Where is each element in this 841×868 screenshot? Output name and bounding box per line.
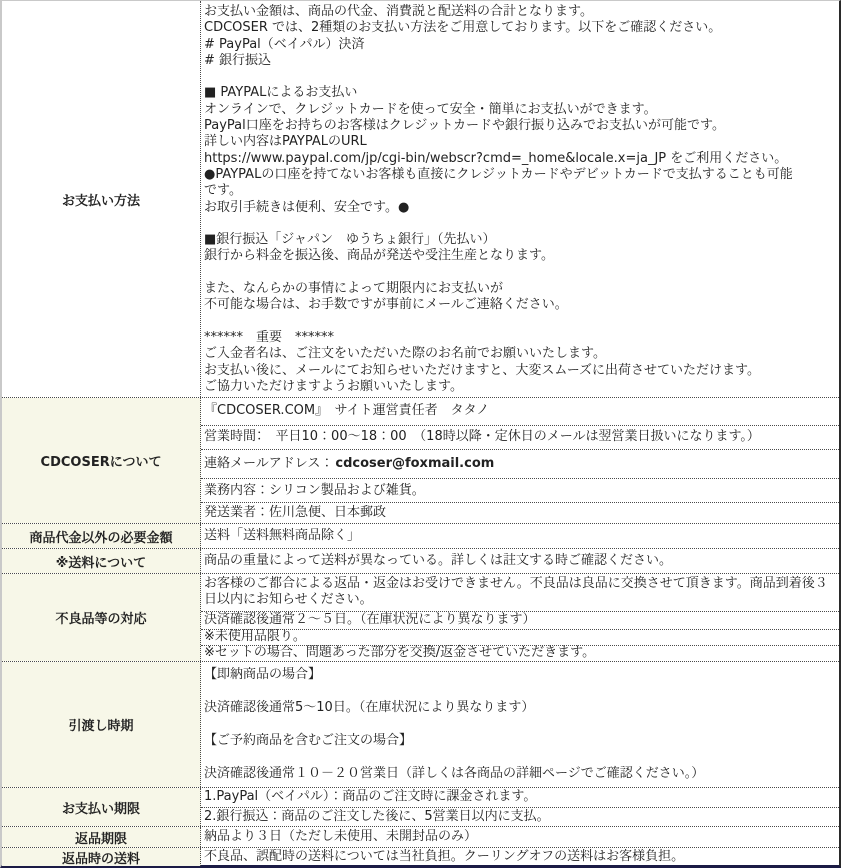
deadline-paypal: 1.PayPal（ベイパル）：商品のご注文時に課金されます。 (204, 789, 537, 805)
text-line: ご入金者名は、ご注文をいただいた際のお名前でお願いいたします。 (204, 346, 606, 362)
row-label-payment-method (2, 1, 201, 397)
row-content-extra-fees (201, 524, 839, 548)
policy-row-about (2, 398, 839, 524)
text-line (204, 750, 835, 767)
row-label-shipping-note (2, 549, 201, 573)
row-label-text: 返品期限 (74, 831, 127, 847)
text-line (204, 684, 835, 701)
contact-email-label: 連絡メールアドレス： (204, 455, 334, 471)
policy-row-extra-fees (2, 524, 839, 549)
text-line (204, 69, 835, 85)
row-label-text: CDCOSERについて (40, 455, 162, 470)
about-shipping-carriers: 発送業者：佐川急便、日本郵政 (201, 502, 839, 523)
text-line (204, 314, 835, 330)
text-line: ****** 重要 ****** (204, 329, 335, 345)
text-line: ●PAYPALの口座を持てないお客様も直接にクレジットカードやデビットカードで支払することも可能 (204, 166, 793, 182)
text-line: です。 (204, 183, 242, 199)
text-line (204, 717, 835, 734)
text-line: ■銀行振込「ジャパン ゆうちょ銀行」（先払い） (204, 232, 496, 248)
row-label-text: 不良品等の対応 (55, 612, 147, 627)
text-line (204, 216, 835, 232)
text-line: お取引手続きは便利、安全です。● (204, 199, 410, 215)
shipping-note-text: 商品の重量によって送料が異なっている。詳しくは註文する時ご確認ください。 (204, 552, 673, 568)
row-content-shipping-note (201, 549, 839, 573)
contact-email-address: cdcoser@foxmail.com (335, 455, 495, 471)
policy-row-shipping-note (2, 549, 839, 574)
row-label-extra-fees (2, 524, 201, 548)
policy-row-defective-items (2, 574, 839, 662)
text-line: ■ PAYPALによるお支払い (204, 85, 358, 101)
text-line: # PayPal（ベイパル）決済 (204, 36, 365, 52)
text-line: 詳しい内容はPAYPALのURL (204, 134, 367, 150)
about-business-description: 業務内容：シリコン製品および雑貨。 (201, 478, 839, 502)
return-deadline-text: 納品より３日（ただし未使用、未開封品のみ） (204, 828, 478, 844)
row-content-return-shipping (201, 848, 839, 866)
about-site-operator: 『CDCOSER.COM』 サイト運営責任者 タタノ (204, 403, 490, 419)
policy-row-payment-deadline (2, 788, 839, 827)
policy-row-delivery-time (2, 662, 839, 788)
extra-fees-text: 送料「送料無料商品除く」 (204, 527, 361, 543)
text-line: https://www.paypal.com/jp/cgi-bin/webscr?cmd=_home&locale.x=ja_JP をご利用ください。 (204, 150, 788, 166)
text-line: ご協力いただけますようお願いいたします。 (204, 378, 463, 394)
row-content-payment-deadline (201, 788, 839, 826)
row-label-return-shipping (2, 848, 201, 866)
policy-row-payment-method (2, 1, 839, 398)
row-content-payment-method (201, 1, 839, 397)
text-line: 決済確認後通常5～10日。（在庫状況により異なります） (204, 700, 535, 715)
row-label-delivery-time (2, 662, 201, 787)
row-label-text: 引渡し時期 (68, 719, 134, 734)
text-line: CDCOSER では、2種類のお支払い方法をご用意しております。以下をご確認ください。 (204, 20, 722, 36)
row-content-return-deadline (201, 827, 839, 847)
text-line: 【ご予約商品を含むご注文の場合】 (204, 733, 413, 748)
text-line: 決済確認後通常１０－２０営業日（詳しくは各商品の詳細ページでご確認ください。） (204, 766, 705, 781)
text-line: また、なんらかの事情によって期限内にお支払いが (204, 281, 504, 297)
text-line: オンラインで、クレジットカードを使って安全・簡単にお支払いができます。 (204, 101, 657, 117)
defective-unused-only-note: ※未使用品限り。 (201, 629, 839, 645)
row-label-about (2, 398, 201, 523)
text-line: 不可能な場合は、お手数ですが事前にメールご連絡ください。 (204, 297, 568, 313)
deadline-bank-transfer: 2.銀行振込：商品のご注文した後に、5営業日以内に支払。 (201, 807, 839, 827)
defective-policy-text: お客様のご都合による返品・返金はお受けできません。不良品は良品に交換させて頂きます。商品到着後３日以内にお知らせください。 (204, 576, 828, 608)
text-line: PayPal口座をお持ちのお客様はクレジットカードや銀行振り込みでお支払いが可能です。 (204, 118, 725, 134)
text-line: # 銀行振込 (204, 52, 272, 68)
defective-exchange-time: 決済確認後通常２～５日。（在庫状況により異なります） (201, 611, 839, 629)
delivery-time-text (201, 662, 839, 783)
payment-method-text (201, 1, 839, 395)
row-label-text: お支払い期限 (61, 801, 140, 817)
text-line: 銀行から料金を振込後、商品が発送や受注生産となります。 (204, 248, 554, 264)
text-line: 【即納商品の場合】 (204, 667, 322, 682)
row-label-text: 返品時の送料 (61, 851, 140, 866)
policy-row-return-deadline (2, 827, 839, 848)
row-content-about (201, 398, 839, 523)
policy-row-return-shipping (2, 848, 839, 866)
row-label-return-deadline (2, 827, 201, 847)
row-label-defective-items (2, 574, 201, 661)
row-content-defective-items (201, 574, 839, 661)
defective-set-note: ※セットの場合、問題あった部分を交換/返金させていただきます。 (201, 645, 839, 661)
about-business-hours: 営業時間： 平日10：00～18：00 （18時以降・定休日のメールは翌営業日扱いになります。） (201, 425, 839, 449)
text-line: お支払い金額は、商品の代金、消費説と配送料の合計となります。 (204, 4, 593, 19)
row-label-text: ※送料について (55, 555, 147, 571)
row-label-text: 商品代金以外の必要金額 (29, 530, 173, 546)
row-label-text: お支払い方法 (61, 193, 140, 209)
return-shipping-text: 不良品、誤配時の送料については当社負担。クーリングオフの送料はお客様負担。 (204, 848, 685, 864)
row-content-delivery-time (201, 662, 839, 787)
text-line (204, 265, 835, 281)
about-contact-email-row (201, 449, 839, 479)
row-label-payment-deadline (2, 788, 201, 826)
text-line: お支払い後に、メールにてお知らせいただけますと、大変スムーズに出荷させていただけます。 (204, 362, 761, 378)
